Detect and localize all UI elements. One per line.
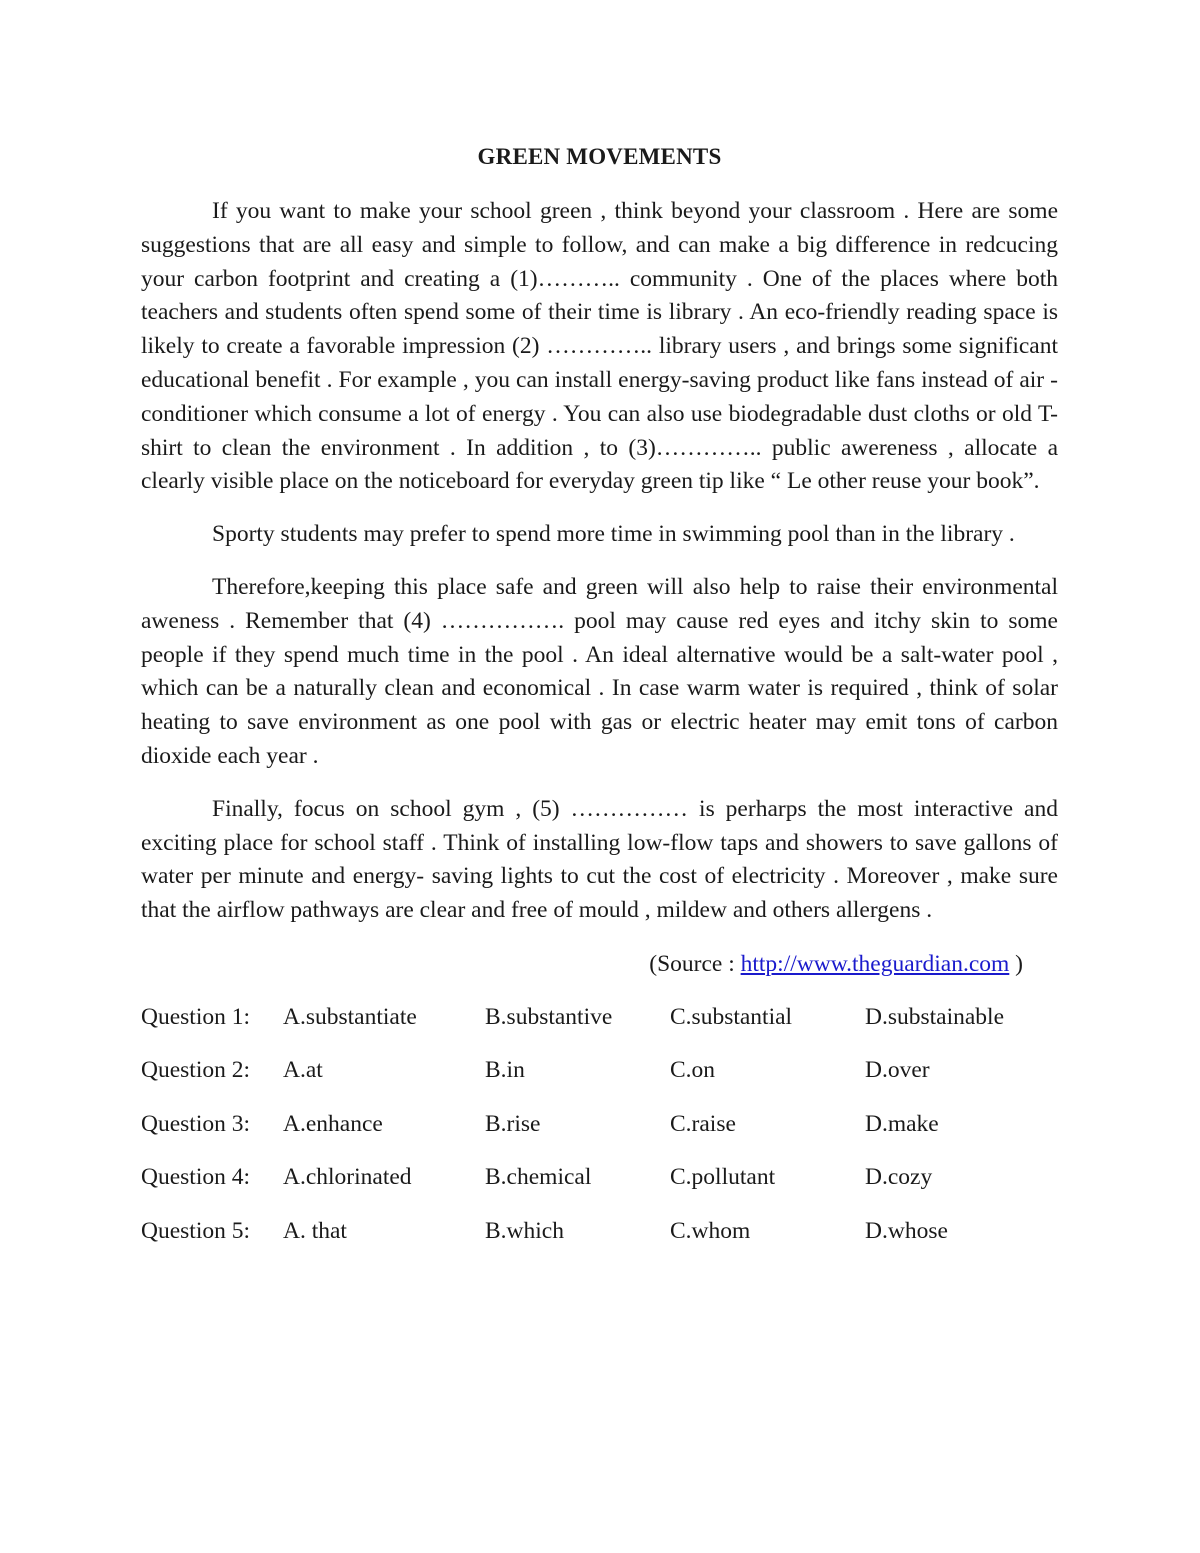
question-label: Question 2:	[141, 1057, 251, 1084]
question-row	[141, 1161, 1058, 1215]
question-row	[141, 1001, 1058, 1055]
option-b: B.chemical	[485, 1164, 592, 1191]
option-c: C.whom	[670, 1217, 751, 1244]
option-a: A.enhance	[283, 1110, 383, 1137]
option-d: D.whose	[865, 1217, 948, 1244]
source-suffix: )	[1009, 950, 1023, 977]
question-row	[141, 1054, 1058, 1108]
source-citation	[141, 948, 1058, 981]
option-c: C.substantial	[670, 1003, 793, 1030]
paragraph-3: Therefore,keeping this place safe and green will also help to raise their environmental aweness . Remember that (4) ……………. pool may cause red eyes and itchy skin to some people if they spend much time in the pool . An ideal alternative would be a salt-water pool , which can be a naturally clean and economical . In case warm water is required , think of solar heating to save environment as one pool with gas or electric heater may emit tons of carbon dioxide each year .	[141, 573, 1058, 769]
question-row	[141, 1215, 1058, 1269]
option-b: B.substantive	[485, 1003, 613, 1030]
document-title: GREEN MOVEMENTS	[477, 144, 722, 169]
source-link[interactable]: http://www.theguardian.com	[740, 950, 1010, 977]
question-label: Question 5:	[141, 1217, 251, 1244]
option-a: A.chlorinated	[283, 1164, 412, 1191]
document-page	[141, 140, 1058, 1268]
option-d: D.make	[865, 1110, 939, 1137]
question-label: Question 3:	[141, 1110, 251, 1137]
question-label: Question 4:	[141, 1164, 251, 1191]
option-a: A.substantiate	[283, 1003, 417, 1030]
paragraph-2: Sporty students may prefer to spend more time in swimming pool than in the library .	[212, 521, 1015, 548]
option-d: D.over	[865, 1057, 930, 1084]
option-b: B.in	[485, 1057, 525, 1084]
question-label: Question 1:	[141, 1003, 251, 1030]
option-b: B.rise	[485, 1110, 541, 1137]
option-c: C.on	[670, 1057, 716, 1084]
paragraph-1: If you want to make your school green , think beyond your classroom . Here are some suggestions that are all easy and simple to follow, and can make a big difference in redcucing your carbon footprint and creating a (1)……….. community . One of the places where both teachers and students often spend some of their time is library . An eco-friendly reading space is likely to create a favorable impression (2) ………….. library users , and brings some significant educational benefit . For example , you can install energy-saving product like fans instead of air - conditioner which consume a lot of energy . You can also use biodegradable dust cloths or old T-shirt to clean the environment . In addition , to (3)………….. public awereness , allocate a clearly visible place on the noticeboard for everyday green tip like “ Le other reuse your book”.	[141, 198, 1058, 495]
source-prefix: (Source :	[649, 950, 741, 977]
paragraph-4: Finally, focus on school gym , (5) …………… is perharps the most interactive and exciting place for school staff . Think of installing low-flow taps and showers to save gallons of water per minute and energy- saving lights to cut the cost of electricity . Moreover , make sure that the airflow pathways are clear and free of mould , mildew and others allergens .	[141, 795, 1058, 924]
option-a: A.at	[283, 1057, 323, 1084]
question-row	[141, 1108, 1058, 1162]
option-c: C.pollutant	[670, 1164, 776, 1191]
question-list	[141, 1001, 1058, 1269]
option-b: B.which	[485, 1217, 564, 1244]
option-d: D.cozy	[865, 1164, 933, 1191]
option-d: D.substainable	[865, 1003, 1005, 1030]
option-c: C.raise	[670, 1110, 736, 1137]
option-a: A. that	[283, 1217, 347, 1244]
